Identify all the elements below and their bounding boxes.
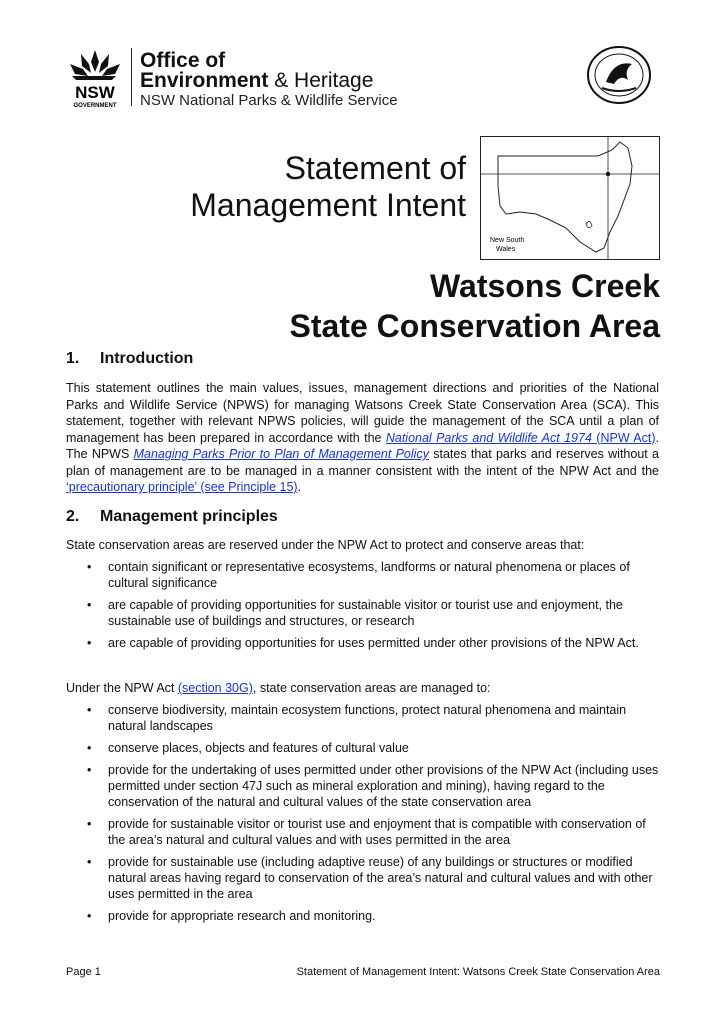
management-objectives-list	[66, 702, 659, 930]
reservation-purposes-list	[66, 559, 659, 657]
management-intro-a: Under the NPW Act	[66, 681, 178, 695]
footer-document-title: Statement of Management Intent: Watsons Creek State Conservation Area	[296, 966, 660, 978]
nsw-location-map	[480, 136, 660, 260]
map-label-line2: Wales	[496, 246, 516, 253]
npw-act-link-title: National Parks and Wildlife Act 1974	[385, 430, 592, 445]
section-number: 2.	[66, 508, 80, 525]
principles-intro: State conservation areas are reserved under the NPW Act to protect and conserve areas that:	[66, 538, 585, 552]
org-name-line1: Office of	[140, 49, 226, 72]
org-name-line2	[140, 70, 373, 91]
list-item: • provide for appropriate research and monitoring.	[66, 908, 659, 924]
page-number: Page 1	[66, 966, 101, 978]
list-item: • conserve places, objects and features of cultural value	[66, 740, 659, 756]
list-item: • provide for sustainable visitor or tourist use and enjoyment that is compatible with conservation of the area’s natural and cultural values and with uses permitted in the area	[66, 816, 659, 848]
reserve-name-line2: State Conservation Area	[289, 308, 660, 344]
section-title: Management principles	[100, 508, 278, 525]
document-title-line2: Management Intent	[190, 187, 466, 223]
npw-act-link-abbrev: (NPW Act)	[591, 430, 656, 445]
section-heading-management-principles	[66, 508, 278, 526]
intro-text-a: This statement outlines the main values, issues, management directions and priorities of the National Parks and Wildlife Service (NPWS) for managing Watsons Creek State Conservation Area (SCA). This statement, together with relevant NPWS policies, will guide the management of the SCA until a plan of management has been prepared in accordance with the	[66, 381, 659, 445]
intro-text-d: .	[297, 480, 302, 494]
list-item: • conserve biodiversity, maintain ecosystem functions, protect natural phenomena and maintain natural landscapes	[66, 702, 659, 734]
introduction-paragraph	[66, 380, 659, 496]
npws-seal-logo	[584, 44, 654, 106]
npw-act-link[interactable]	[386, 431, 656, 445]
list-item: • are capable of providing opportunities for sustainable visitor or tourist use and enjoyment, the sustainable use of buildings and structures, or research	[66, 597, 659, 629]
map-label-line1: New South	[490, 237, 525, 244]
nsw-government-logo	[66, 46, 124, 110]
document-title-line1: Statement of	[284, 150, 466, 186]
section-title: Introduction	[100, 350, 194, 367]
management-intro	[66, 680, 659, 697]
managing-parks-policy-link[interactable]	[134, 447, 429, 461]
section-heading-introduction	[66, 350, 193, 368]
list-item: • are capable of providing opportunities for uses permitted under other provisions of the NPW Act.	[66, 635, 659, 651]
document-title	[146, 150, 466, 224]
logo-divider	[131, 48, 132, 106]
section-number: 1.	[66, 350, 80, 367]
section-30g-link[interactable]: (section 30G)	[177, 681, 253, 695]
reserve-name	[180, 266, 660, 346]
nsw-logo-text: NSW	[75, 83, 115, 102]
nsw-logo-subtext: GOVERNMENT	[73, 103, 117, 109]
list-item: • contain significant or representative ecosystems, landforms or natural phenomena or places of cultural significance	[66, 559, 659, 591]
managing-parks-policy-link-text: Managing Parks Prior to Plan of Management Policy	[133, 447, 429, 461]
org-name-line3: NSW National Parks & Wildlife Service	[140, 92, 398, 109]
precautionary-principle-link[interactable]: ‘precautionary principle’ (see Principle 15)	[66, 480, 298, 494]
list-item: • provide for sustainable use (including adaptive reuse) of any buildings or structures or modified natural areas having regard to conservation of the area’s natural and cultural values and with other uses permitted in the area	[66, 854, 659, 902]
management-intro-b: , state conservation areas are managed to:	[252, 681, 491, 695]
org-name-heritage: & Heritage	[268, 69, 374, 92]
org-name-environment: Environment	[140, 69, 269, 92]
reserve-name-line1: Watsons Creek	[430, 268, 660, 304]
list-item: • provide for the undertaking of uses permitted under other provisions of the NPW Act (including uses permitted under section 47J such as mineral exploration and mining), having regard to the conservation of the natural and cultural values of the state conservation area	[66, 762, 659, 810]
intro-text-b: . The NPWS	[66, 430, 659, 461]
intro-text-c: states that parks and reserves without a plan of management are to be managed in a manner consistent with the intent of the NPW Act and the	[66, 447, 659, 478]
